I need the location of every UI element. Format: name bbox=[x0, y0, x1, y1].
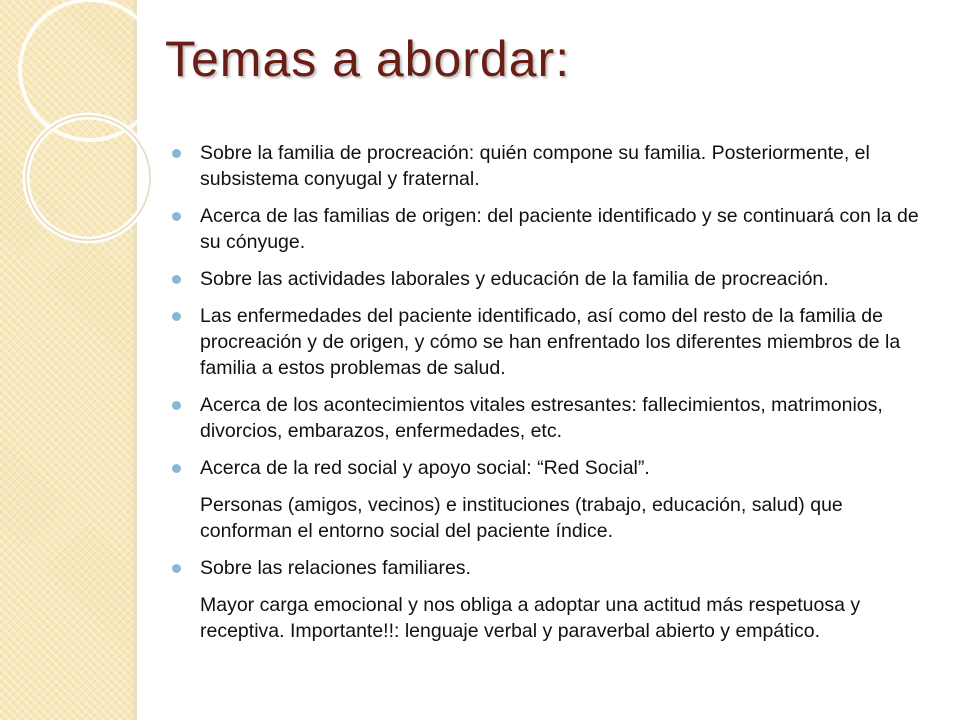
list-item: Las enfermedades del paciente identificado, así como del resto de la familia de procreación y de origen, y cómo se han enfrentado los diferentes miembros de la familia a estos problemas de salud. bbox=[160, 303, 930, 381]
list-paragraph: Mayor carga emocional y nos obliga a adoptar una actitud más respetuosa y receptiva. Importante!!: lenguaje verbal y paraverbal abierto y empático. bbox=[200, 594, 861, 642]
list-item: Acerca de la red social y apoyo social: “Red Social”. bbox=[160, 455, 930, 481]
topic-list bbox=[160, 140, 930, 655]
list-item: Sobre la familia de procreación: quién compone su familia. Posteriormente, el subsistema conyugal y fraternal. bbox=[160, 140, 930, 192]
list-item: Sobre las relaciones familiares. bbox=[160, 555, 930, 581]
slide-title: Temas a abordar: bbox=[165, 31, 571, 87]
decorative-rings-icon bbox=[0, 0, 160, 260]
list-paragraph: Personas (amigos, vecinos) e instituciones (trabajo, educación, salud) que conforman el entorno social del paciente índice. bbox=[200, 494, 843, 542]
list-item: Acerca de las familias de origen: del paciente identificado y se continuará con la de su cónyuge. bbox=[160, 203, 930, 255]
list-item: Sobre las actividades laborales y educación de la familia de procreación. bbox=[160, 266, 930, 292]
list-item: Acerca de los acontecimientos vitales estresantes: fallecimientos, matrimonios, divorcios, embarazos, enfermedades, etc. bbox=[160, 392, 930, 444]
